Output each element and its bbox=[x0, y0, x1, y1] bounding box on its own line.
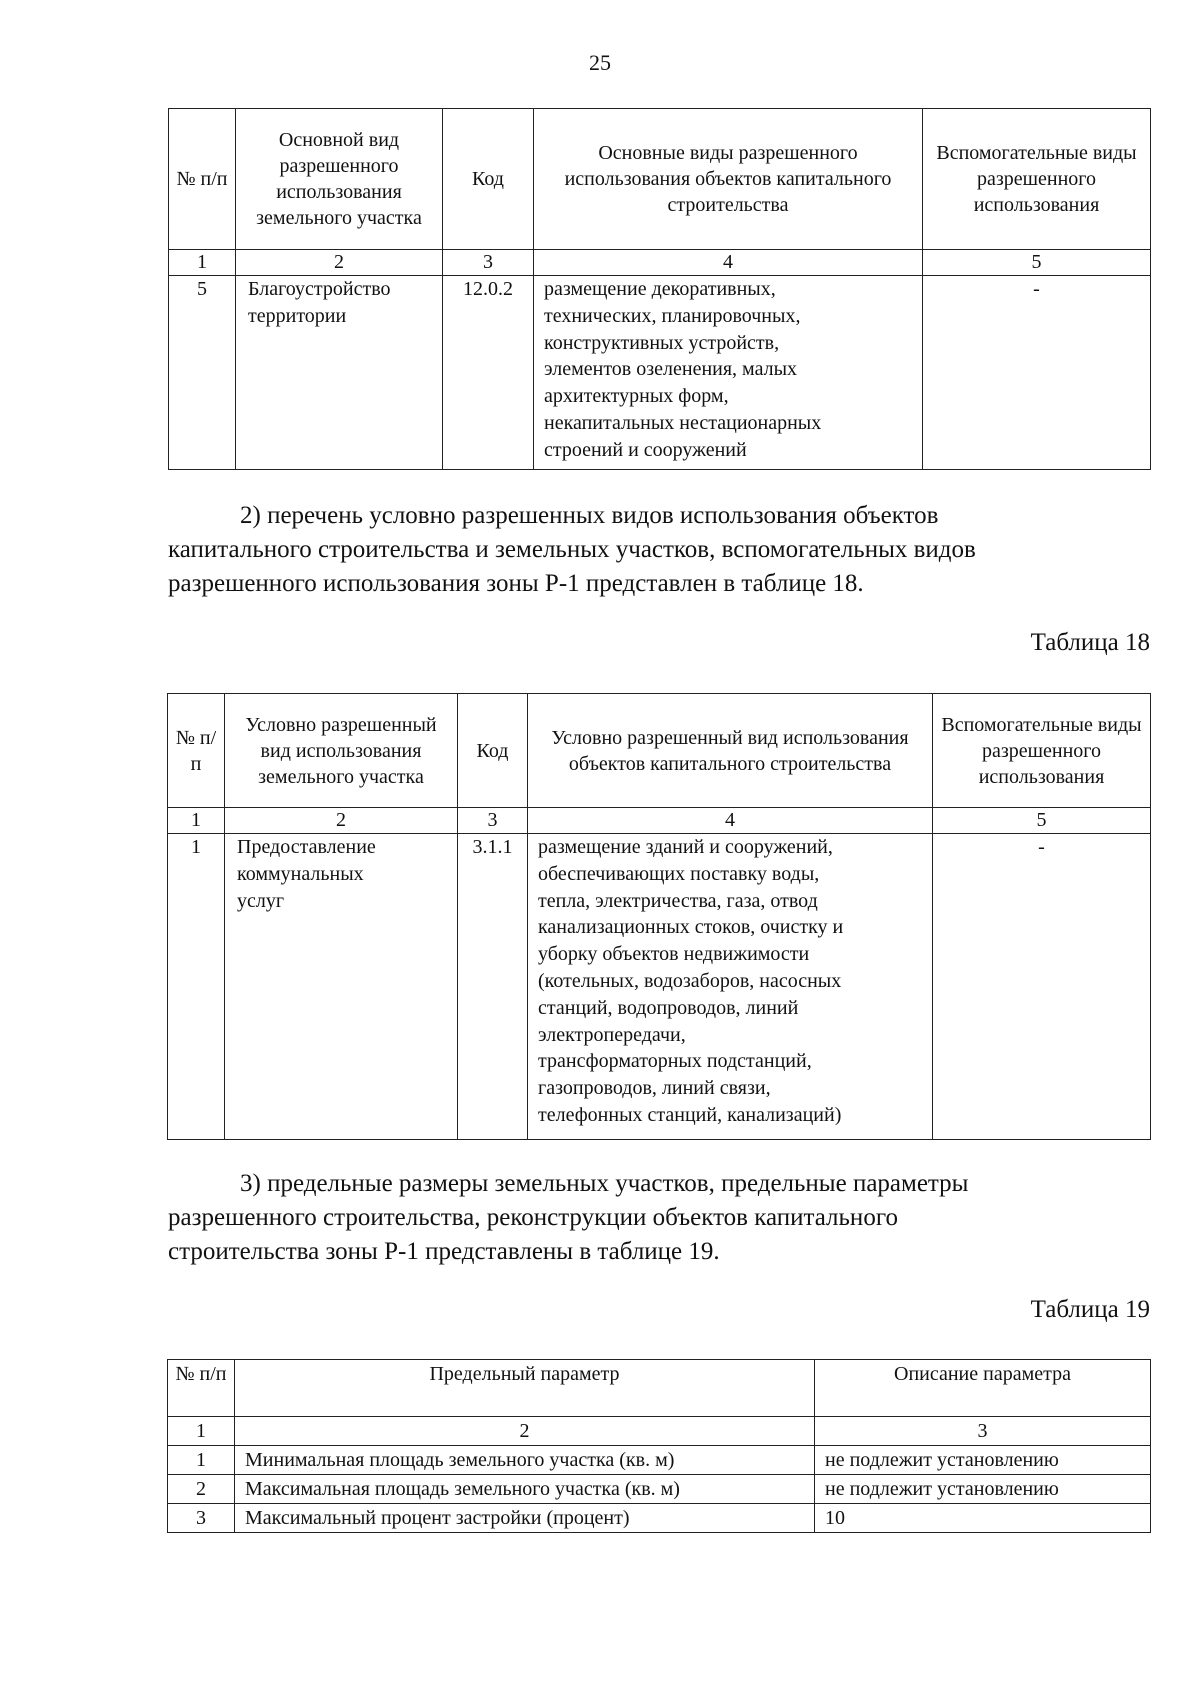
header-cell-num: № п/п bbox=[168, 1360, 235, 1417]
description-line: электропередачи, bbox=[538, 1023, 686, 1046]
column-number: 5 bbox=[923, 250, 1151, 276]
table-18-caption: Таблица 18 bbox=[1030, 629, 1150, 656]
paragraph-3 bbox=[168, 1167, 1150, 1269]
table-row bbox=[168, 834, 1151, 1140]
row-name bbox=[225, 834, 458, 1140]
header-cell-main-objects: Основные виды разрешенного использования объектов капитального строительства bbox=[534, 109, 923, 250]
table-header-row bbox=[168, 694, 1151, 808]
column-number: 1 bbox=[168, 1417, 235, 1446]
column-number: 3 bbox=[443, 250, 534, 276]
column-number: 2 bbox=[225, 808, 458, 834]
description-line: телефонных станций, канализаций) bbox=[538, 1103, 842, 1126]
table-17 bbox=[168, 108, 1151, 470]
header-cell-aux: Вспомогательные виды разрешенного использования bbox=[933, 694, 1151, 808]
paragraph-2 bbox=[168, 499, 1150, 601]
table-header-row bbox=[168, 1360, 1151, 1417]
description-line: размещение зданий и сооружений, bbox=[538, 836, 833, 858]
header-cell-conditional-use: Условно разрешенный вид использования земельного участка bbox=[225, 694, 458, 808]
header-cell-aux: Вспомогательные виды разрешенного использования bbox=[923, 109, 1151, 250]
row-number: 1 bbox=[168, 1446, 235, 1475]
name-line: услуг bbox=[237, 889, 285, 912]
description-line: размещение декоративных, bbox=[544, 278, 776, 300]
description-line: строений и сооружений bbox=[544, 438, 747, 461]
table-19 bbox=[167, 1359, 1151, 1533]
description-line: тепла, электричества, газа, отвод bbox=[538, 889, 818, 912]
description-line: конструктивных устройств, bbox=[544, 331, 780, 354]
row-aux: - bbox=[923, 276, 1151, 470]
row-number: 1 bbox=[168, 834, 225, 1140]
header-cell-main-use: Основной вид разрешенного использования земельного участка bbox=[236, 109, 443, 250]
header-cell-num: № п/п bbox=[169, 109, 236, 250]
row-value: не подлежит установлению bbox=[815, 1475, 1151, 1504]
row-parameter: Максимальная площадь земельного участка (кв. м) bbox=[235, 1475, 815, 1504]
description-line: технических, планировочных, bbox=[544, 304, 801, 327]
description-line: элементов озеленения, малых bbox=[544, 358, 798, 381]
paragraph-line: 3) предельные размеры земельных участков, предельные параметры bbox=[240, 1170, 969, 1197]
description-line: некапитальных нестационарных bbox=[544, 411, 822, 434]
paragraph-line: строительства зоны Р-1 представлены в таблице 19. bbox=[168, 1238, 720, 1265]
table-row bbox=[169, 276, 1151, 470]
column-number: 4 bbox=[528, 808, 933, 834]
description-line: обеспечивающих поставку воды, bbox=[538, 862, 820, 885]
row-number: 3 bbox=[168, 1504, 235, 1533]
header-cell-parameter: Предельный параметр bbox=[235, 1360, 815, 1417]
table-header-row bbox=[169, 109, 1151, 250]
description-line: газопроводов, линий связи, bbox=[538, 1077, 771, 1100]
column-number: 3 bbox=[815, 1417, 1151, 1446]
column-number-row bbox=[168, 1417, 1151, 1446]
table-row bbox=[168, 1446, 1151, 1475]
table-row bbox=[168, 1504, 1151, 1533]
column-number: 1 bbox=[168, 808, 225, 834]
paragraph-line: 2) перечень условно разрешенных видов использования объектов bbox=[240, 502, 939, 529]
name-line: коммунальных bbox=[237, 862, 364, 885]
header-cell-description: Описание параметра bbox=[815, 1360, 1151, 1417]
row-parameter: Минимальная площадь земельного участка (кв. м) bbox=[235, 1446, 815, 1475]
description-line: станций, водопроводов, линий bbox=[538, 996, 799, 1019]
header-cell-code: Код bbox=[443, 109, 534, 250]
row-value: 10 bbox=[815, 1504, 1151, 1533]
row-parameter: Максимальный процент застройки (процент) bbox=[235, 1504, 815, 1533]
table-19-caption: Таблица 19 bbox=[1030, 1296, 1150, 1323]
description-line: канализационных стоков, очистку и bbox=[538, 916, 844, 939]
column-number-row bbox=[169, 250, 1151, 276]
table-18 bbox=[167, 693, 1151, 1140]
row-name: Благоустройство территории bbox=[236, 276, 443, 470]
row-aux: - bbox=[933, 834, 1151, 1140]
header-cell-code: Код bbox=[458, 694, 528, 808]
page-number: 25 bbox=[589, 50, 611, 75]
description-line: архитектурных форм, bbox=[544, 385, 729, 408]
column-number: 1 bbox=[169, 250, 236, 276]
header-cell-conditional-objects: Условно разрешенный вид использования объектов капитального строительства bbox=[528, 694, 933, 808]
description-line: (котельных, водозаборов, насосных bbox=[538, 969, 842, 992]
paragraph-line: разрешенного использования зоны Р-1 представлен в таблице 18. bbox=[168, 570, 864, 597]
row-value: не подлежит установлению bbox=[815, 1446, 1151, 1475]
header-cell-num: № п/п bbox=[168, 694, 225, 808]
paragraph-line: капитального строительства и земельных участков, вспомогательных видов bbox=[168, 536, 976, 563]
description-line: уборку объектов недвижимости bbox=[538, 943, 810, 966]
column-number-row bbox=[168, 808, 1151, 834]
row-description bbox=[528, 834, 933, 1140]
row-code: 3.1.1 bbox=[458, 834, 528, 1140]
column-number: 2 bbox=[236, 250, 443, 276]
column-number: 2 bbox=[235, 1417, 815, 1446]
row-number: 5 bbox=[169, 276, 236, 470]
paragraph-line: разрешенного строительства, реконструкции объектов капитального bbox=[168, 1204, 898, 1231]
column-number: 4 bbox=[534, 250, 923, 276]
row-description bbox=[534, 276, 923, 470]
table-row bbox=[168, 1475, 1151, 1504]
column-number: 3 bbox=[458, 808, 528, 834]
column-number: 5 bbox=[933, 808, 1151, 834]
name-line: Предоставление bbox=[237, 836, 376, 858]
row-code: 12.0.2 bbox=[443, 276, 534, 470]
row-number: 2 bbox=[168, 1475, 235, 1504]
description-line: трансформаторных подстанций, bbox=[538, 1050, 812, 1073]
